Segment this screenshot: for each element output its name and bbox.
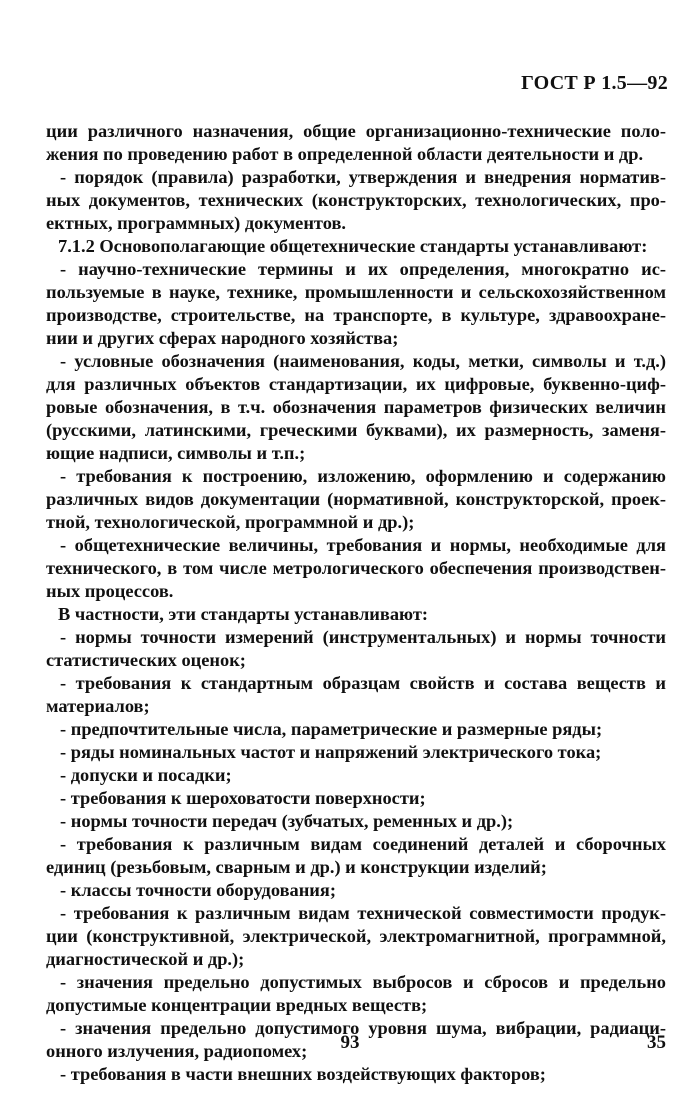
list-item: - требования к различным видам технической совместимости продук-ции (конструктивной, электрической, электромагнитной, программной, диагностической и др.);	[46, 903, 666, 969]
page-number-right: 35	[647, 1032, 666, 1053]
section-heading: 7.1.2 Основополагающие общетехнические стандарты устанавливают:	[58, 236, 648, 256]
list-item: - значения предельно допустимых выбросов и сбросов и предельно допустимые концентрации вредных веществ;	[46, 972, 666, 1015]
list-item: - допуски и посадки;	[60, 765, 232, 785]
standard-header: ГОСТ Р 1.5—92	[521, 72, 668, 94]
page-number-center: 93	[340, 1032, 360, 1053]
list-item: - нормы точности измерений (инструментальных) и нормы точности статистических оценок;	[46, 627, 666, 670]
list-item: - нормы точности передач (зубчатых, ременных и др.);	[60, 811, 514, 831]
list-item: - порядок (правила) разработки, утверждения и внедрения норматив-ных документов, технических (конструкторских, технологических, про-ектных, программных) документов.	[46, 167, 666, 233]
list-item: - общетехнические величины, требования и нормы, необходимые для технического, в том числе метрологического обеспечения производствен-ных процессов.	[46, 535, 666, 601]
list-item: - требования к построению, изложению, оформлению и содержанию различных видов документации (нормативной, конструкторской, проек-тной, технологической, программной и др.);	[46, 466, 666, 532]
list-item: - ряды номинальных частот и напряжений электрического тока;	[60, 742, 602, 762]
intro-paragraph: В частности, эти стандарты устанавливают:	[58, 604, 429, 624]
list-item: - требования к стандартным образцам свойств и состава веществ и материалов;	[46, 673, 666, 716]
list-item: - классы точности оборудования;	[60, 880, 336, 900]
list-item: - значения предельно допустимого уровня шума, вибрации, радиаци-онного излучения, радиопомех;	[46, 1018, 666, 1061]
list-item: - требования к различным видам соединений деталей и сборочных единиц (резьбовым, сварным и др.) и конструкции изделий;	[46, 834, 666, 877]
body-text	[46, 120, 666, 1086]
list-item: - требования к шероховатости поверхности;	[60, 788, 426, 808]
paragraph-continuation: ции различного назначения, общие организационно-технические поло-жения по проведению работ в определенной области деятельности и др.	[46, 121, 666, 164]
list-item: - требования в части внешних воздействующих факторов;	[60, 1064, 546, 1084]
list-item: - научно-технические термины и их определения, многократно ис-пользуемые в науке, технике, промышленности и сельскохозяйственном производстве, строительстве, на транспорте, в культуре, здравоохране-нии и других сферах народного хозяйства;	[46, 259, 666, 348]
list-item: - предпочтительные числа, параметрические и размерные ряды;	[60, 719, 603, 739]
list-item: - условные обозначения (наименования, коды, метки, символы и т.д.) для различных объектов стандартизации, их цифровые, буквенно-циф-ровые обозначения, в т.ч. обозначения параметров физических величин (русскими, латинскими, греческими буквами), их размерность, заменя-ющие надписи, символы и т.п.;	[46, 351, 666, 463]
